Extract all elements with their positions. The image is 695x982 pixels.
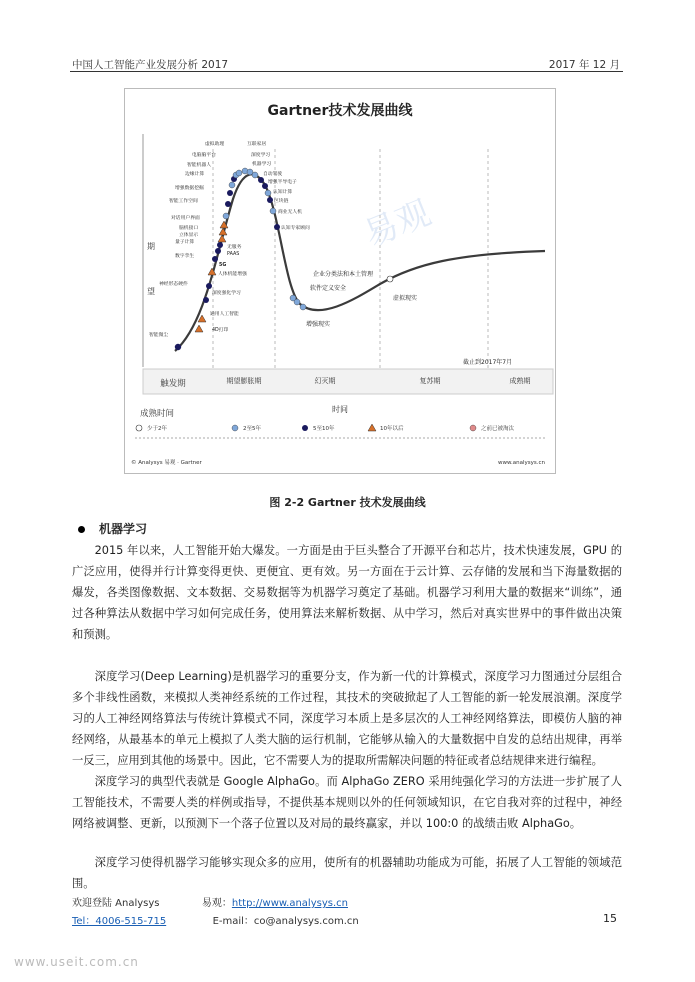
legend-swatch-obsolete: [470, 425, 476, 431]
section-heading: [78, 520, 147, 537]
legend-obsolete: 之前已被淘汰: [481, 426, 515, 432]
footer-site-label: 易观：: [201, 898, 232, 909]
figure-title: Gartner技术发展曲线: [267, 103, 413, 119]
page-watermark: www.useit.com.cn: [14, 955, 139, 969]
marker-sds: [294, 299, 300, 305]
tech-label: 商业无人机: [278, 210, 302, 215]
tech-label: 软件定义安全: [310, 285, 347, 292]
header-date: 2017 年 12 月: [548, 59, 620, 71]
footer-site-link[interactable]: http://www.analysys.cn: [231, 898, 348, 909]
tech-label: 智能机器人: [187, 163, 211, 168]
tech-label: 智能微尘: [149, 333, 169, 338]
tech-label: 互联家居: [247, 142, 267, 147]
tech-label: 立体显示: [179, 233, 199, 238]
marker-ar: [300, 304, 306, 310]
tech-label: 区块链: [274, 199, 289, 204]
tech-label: 自动驾驶: [263, 172, 283, 177]
legend-lt2: 少于2年: [147, 426, 167, 432]
tech-label: 虚拟现实: [393, 295, 418, 302]
footer-tel[interactable]: Tel：4006-515-715: [72, 916, 167, 927]
footer-email: E-mail：co@analysys.com.cn: [212, 916, 359, 927]
phase-slope: 复苏期: [419, 377, 441, 385]
tech-label: 电脑脑平台: [192, 153, 216, 158]
legend-10plus: 10年以后: [380, 426, 404, 432]
marker-4d-print: [195, 325, 203, 332]
tech-label: 增强现实: [306, 321, 331, 328]
marker-assistant: [236, 170, 242, 176]
tech-label: 无服务: [227, 245, 242, 250]
figure-site: www.analysys.cn: [498, 460, 545, 466]
legend-swatch-2to5: [232, 425, 238, 431]
maturity-label: 成熟时间: [140, 409, 175, 419]
tech-label: 企业分类法和本土管理: [313, 271, 374, 278]
y-label-2: 望: [147, 287, 155, 296]
tech-label: 4D打印: [212, 328, 229, 333]
figure-watermark: 易观: [358, 192, 437, 256]
marker-volumetric: [219, 228, 227, 235]
page-number: 15: [603, 912, 617, 925]
legend-swatch-lt2: [136, 425, 142, 431]
x-axis-label: 时间: [332, 405, 348, 414]
tech-label: 脑机接口: [179, 226, 199, 231]
tech-label: 增强数据挖掘: [175, 186, 204, 191]
bullet-icon: [78, 526, 85, 533]
marker-digital-twin: [217, 242, 223, 248]
marker-augmented-data: [227, 190, 233, 196]
marker-drones: [270, 208, 276, 214]
hype-cycle-figure: [124, 88, 556, 474]
tech-label: 量子计算: [175, 240, 195, 245]
cutoff-label: 截止到2017年7月: [463, 359, 513, 366]
footer-row-2: [72, 912, 359, 927]
legend-2to5: 2至5年: [243, 426, 261, 432]
footer-row-1: [72, 894, 348, 909]
phase-trigger: 触发期: [160, 379, 186, 389]
tech-label: 智能工作空间: [169, 199, 198, 204]
paragraph-1: 2015 年以来，人工智能开始大爆发。一方面是由于巨头整合了开源平台和芯片，技术快速发展，GPU 的广泛应用，使得并行计算变得更快、更便宜、更有效。另一方面在于云计算、云存储的发展和当下海量数据的爆发，各类图像数据、文本数据、交易数据等为机器学习奠定了基础。机器学习利用大量的数据来“训练”，通过各种算法从数据中学习如何完成任务，使用算法来解析数据、从中学习，然后对真实世界中的事件做出决策和预测。: [72, 544, 622, 641]
tech-label: 虚拟助理: [205, 142, 225, 147]
marker-machine-learning: [252, 172, 258, 178]
marker-quantum: [218, 235, 226, 242]
tech-label: 认知计算: [273, 190, 293, 195]
header-rule: [70, 71, 623, 72]
marker-cognitive: [265, 190, 271, 196]
tech-label: 深度强化学习: [212, 291, 241, 296]
hype-curve: [175, 174, 545, 351]
marker-edge: [229, 182, 235, 188]
marker-deep-rl: [203, 297, 209, 303]
tech-label: 人体机能增强: [218, 272, 247, 277]
marker-cognitive-advisor: [274, 224, 280, 230]
hype-cycle-chart: [125, 89, 555, 473]
marker-5g: [212, 256, 218, 262]
marker-conv-ui: [223, 213, 229, 219]
tech-label: PAAS: [227, 252, 240, 257]
figure-source: © Analysys 易观 · Gartner: [131, 460, 202, 466]
phase-plateau: 成熟期: [509, 377, 531, 385]
tech-label: 对话用户界面: [171, 216, 200, 221]
paragraph-3: 深度学习的典型代表就是 Google AlphaGo。而 AlphaGo ZERO 采用纯强化学习的方法进一步扩展了人工智能技术，不需要人类的样例或指导，不提供基本规则以外的任何领域知识，在它自我对弈的过程中，神经网络被调整、更新，以预测下一个落子位置以及对局的最终赢家，并以 100:0 的战绩击败 AlphaGo。: [72, 775, 622, 830]
phase-band: [143, 369, 553, 394]
phase-trough: 幻灭期: [314, 377, 336, 385]
marker-smart-dust: [175, 344, 181, 350]
footer-login: 欢迎登陆 Analysys: [72, 898, 160, 909]
marker-serverless: [215, 248, 221, 254]
paragraph-2: 深度学习(Deep Learning)是机器学习的重要分支，作为新一代的计算模式，深度学习力图通过分层组合多个非线性函数，来模拟人类神经系统的工作过程，其技术的突破掀起了人工智能的新一轮发展浪潮。深度学习的人工神经网络算法与传统计算模式不同，深度学习本质上是多层次的人工神经网络算法，即模仿人脑的神经网络，从最基本的单元上模拟了人类大脑的运行机制，它能够从输入的大量数据中自发的总结出规律，再举一反三，应用到其他的场景中。因此，它不需要人为的提取所需解决问题的特征或者总结规律来进行编程。: [72, 670, 622, 767]
tech-label: 认知专家顾问: [281, 226, 310, 231]
tech-label: 增强半导电子: [268, 180, 297, 185]
legend-swatch-10plus: [368, 424, 376, 431]
tech-label: 通用人工智能: [210, 312, 239, 317]
figure-caption: 图 2-2 Gartner 技术发展曲线: [269, 496, 426, 509]
tech-label: 深度学习: [251, 153, 271, 158]
legend-swatch-5to10: [302, 425, 308, 431]
header-title: 中国人工智能产业发展分析 2017: [72, 59, 229, 71]
marker-blockchain: [267, 197, 273, 203]
paragraph-4: 深度学习使得机器学习能够实现众多的应用，使所有的机器辅助功能成为可能，拓展了人工智能的领域范围。: [72, 856, 622, 890]
tech-label: 机器学习: [252, 162, 272, 167]
tech-label: 边缘计算: [185, 172, 205, 177]
marker-smart-workspace: [225, 201, 231, 207]
legend-5to10: 5至10年: [313, 426, 335, 432]
marker-neuromorphic: [206, 283, 212, 289]
tech-label: 数字孪生: [175, 254, 195, 259]
section-title: 机器学习: [99, 522, 148, 536]
phase-peak: 期望膨胀期: [226, 377, 262, 385]
y-label-1: 期: [147, 242, 155, 251]
marker-vr: [387, 276, 393, 282]
legend: [136, 424, 515, 432]
marker-autonomous: [258, 177, 264, 183]
tech-label: 神经形态硬件: [159, 282, 188, 287]
tech-label: 5G: [219, 263, 227, 268]
